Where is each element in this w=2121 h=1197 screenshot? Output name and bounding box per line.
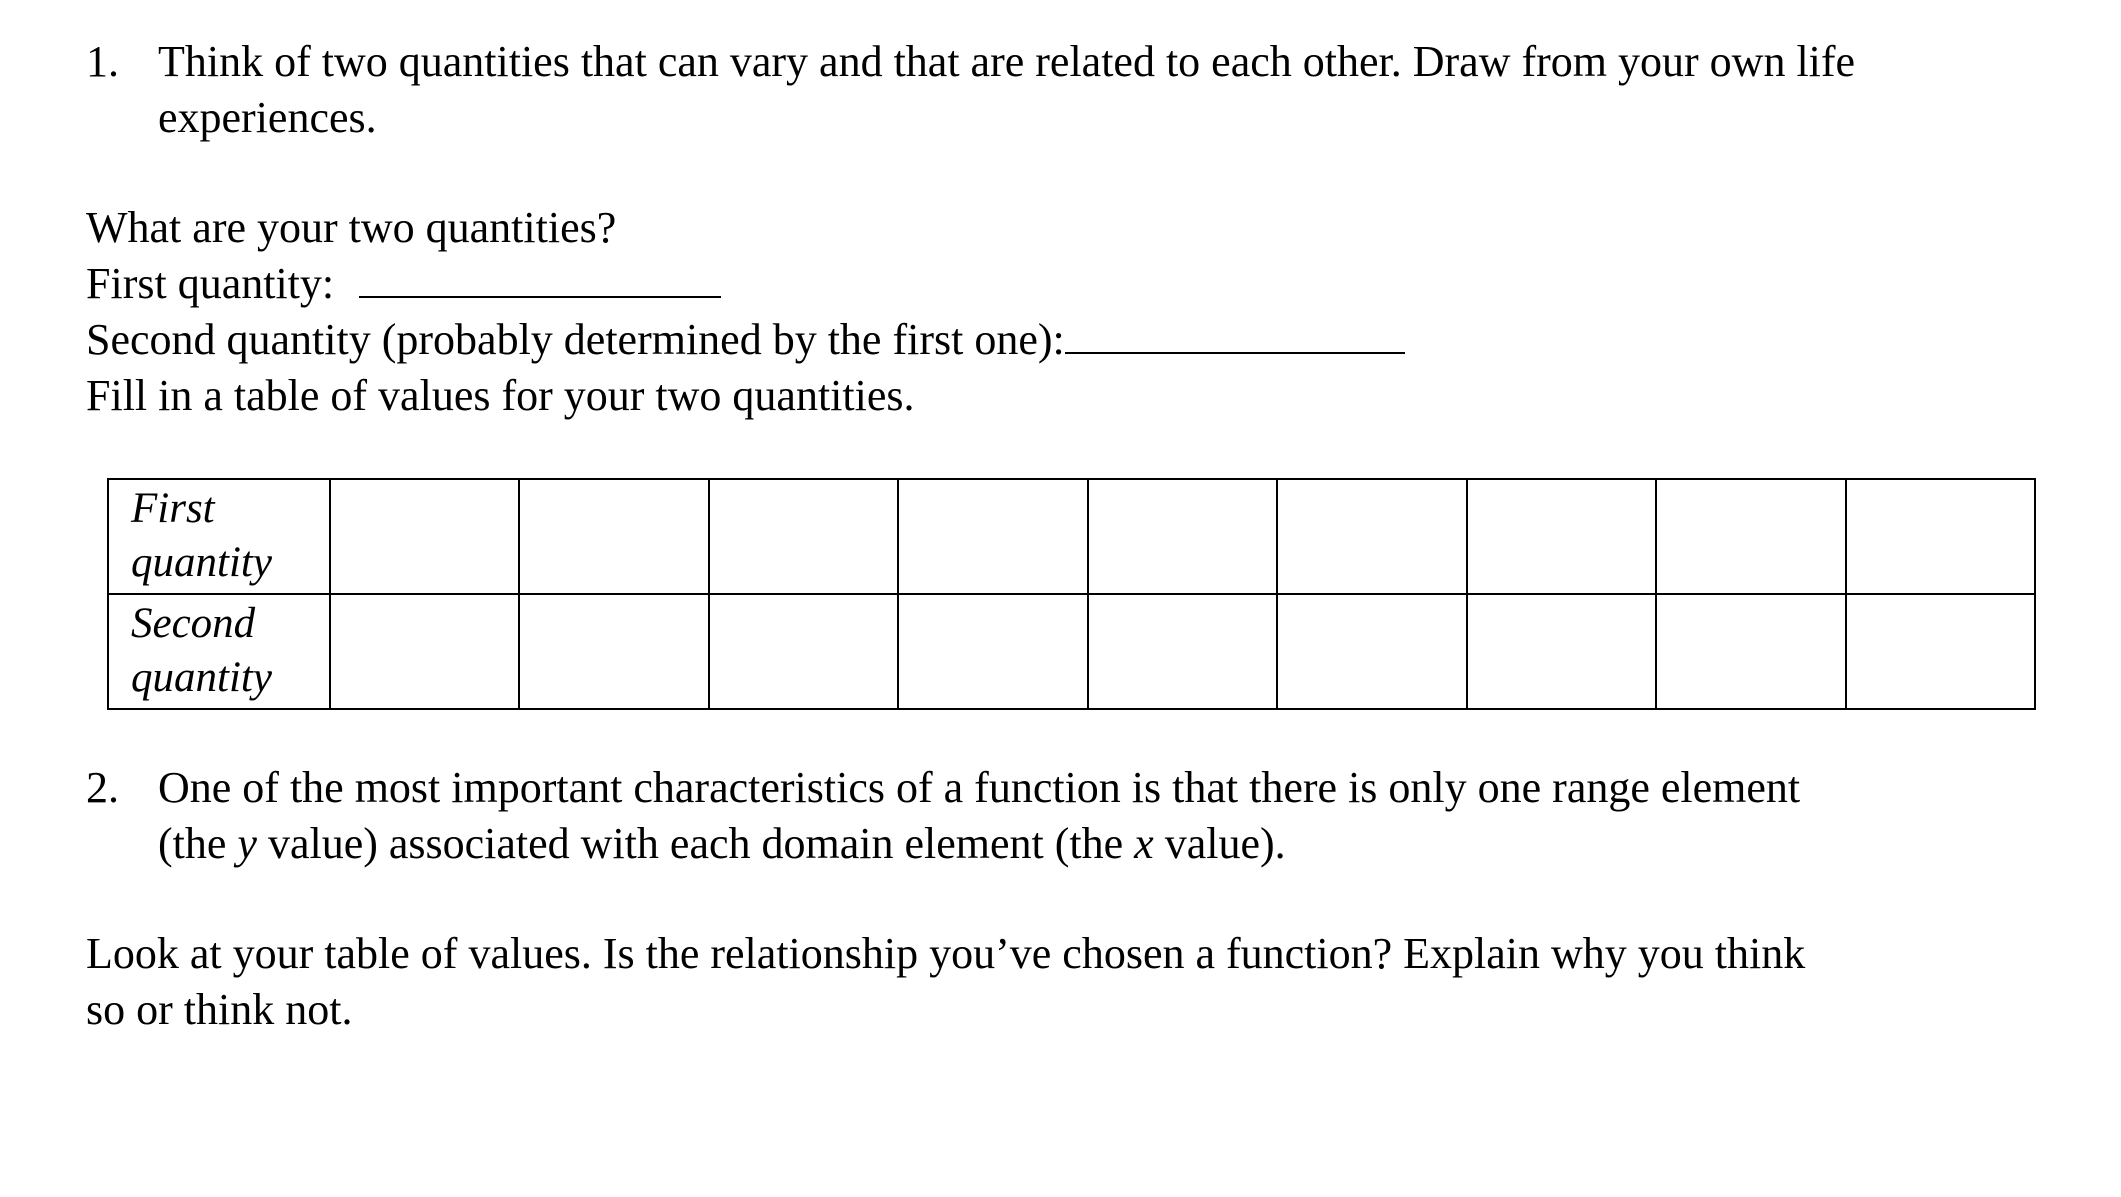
- second-quantity-row: [86, 312, 1405, 368]
- table-cell[interactable]: [709, 594, 898, 709]
- question-2-line-2-part-b: value) associated with each domain element (the: [256, 819, 1135, 868]
- question-2-line-2-part-c: value).: [1153, 819, 1286, 868]
- followup-line-1: Look at your table of values. Is the relationship you’ve chosen a function? Explain why you think: [86, 929, 1806, 978]
- table-cell[interactable]: [1467, 594, 1656, 709]
- first-quantity-label: First quantity:: [86, 259, 335, 308]
- two-quantities-question: What are your two quantities?: [86, 203, 617, 252]
- table-cell[interactable]: [330, 594, 519, 709]
- question-1-line-2: experiences.: [158, 93, 377, 142]
- table-cell[interactable]: [709, 479, 898, 594]
- question-1-text: [158, 34, 2121, 146]
- question-2-line-1: One of the most important characteristics of a function is that there is only one range element: [158, 763, 1801, 812]
- table-cell[interactable]: [1088, 479, 1277, 594]
- first-quantity-row: [86, 256, 721, 312]
- question-1-line-1: Think of two quantities that can vary and that are related to each other. Draw from your own life: [158, 37, 1856, 86]
- first-quantity-blank[interactable]: [359, 256, 721, 298]
- question-2-number: 2.: [86, 763, 119, 812]
- question-2-text: [158, 760, 2121, 872]
- question-2-line-2-part-a: (the: [158, 819, 238, 868]
- table-cell[interactable]: [1846, 479, 2036, 594]
- table-cell[interactable]: [1656, 479, 1845, 594]
- y-variable: y: [237, 819, 257, 868]
- table-cell[interactable]: [1088, 594, 1277, 709]
- table-cell[interactable]: [1277, 594, 1466, 709]
- second-quantity-label: Second quantity (probably determined by the first one):: [86, 315, 1065, 364]
- followup-line-2: so or think not.: [86, 985, 353, 1034]
- table-cell[interactable]: [1656, 594, 1845, 709]
- first-quantity-header-line-1: First: [131, 485, 215, 532]
- question-1-number: 1.: [86, 37, 119, 86]
- second-quantity-header-line-1: Second: [131, 600, 256, 647]
- table-cell[interactable]: [1277, 479, 1466, 594]
- table-cell[interactable]: [519, 479, 708, 594]
- table-row-first-quantity: [108, 479, 2035, 594]
- table-row-second-quantity: [108, 594, 2035, 709]
- table-cell[interactable]: [898, 479, 1087, 594]
- table-cell[interactable]: [1846, 594, 2036, 709]
- second-quantity-header-line-2: quantity: [131, 654, 272, 701]
- first-quantity-header-line-2: quantity: [131, 539, 272, 586]
- table-cell[interactable]: [898, 594, 1087, 709]
- fill-table-instruction: Fill in a table of values for your two quantities.: [86, 371, 915, 420]
- question-2-line-2: [158, 816, 2121, 872]
- second-quantity-blank[interactable]: [1065, 312, 1405, 354]
- table-cell[interactable]: [330, 479, 519, 594]
- table-cell[interactable]: [519, 594, 708, 709]
- second-quantity-header-cell: [108, 594, 330, 709]
- first-quantity-header-cell: [108, 479, 330, 594]
- values-table: [107, 478, 2036, 710]
- x-variable: x: [1134, 819, 1154, 868]
- table-cell[interactable]: [1467, 479, 1656, 594]
